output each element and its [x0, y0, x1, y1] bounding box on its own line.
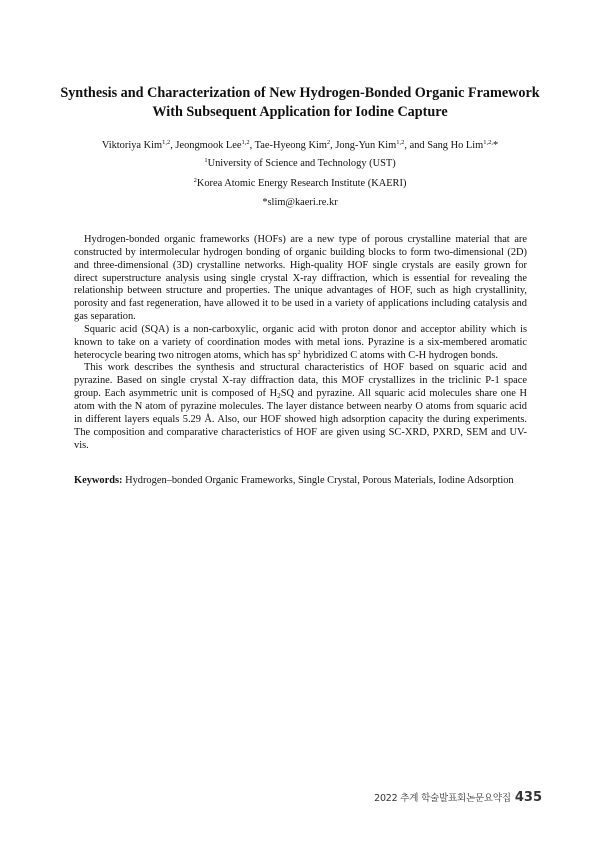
affiliation-text: University of Science and Technology (UST) — [207, 158, 396, 169]
affiliation-1 — [40, 157, 560, 170]
abstract-paragraph-1: Hydrogen-bonded organic frameworks (HOFs) are a new type of porous crystalline material that are constructed by intermolecular hydrogen bonding of organic building blocks to form two-dimensional (2D) and three-dimensional (3D) crystalline networks. High-quality HOF single crystals are easily grown for direct superstructure analysis using single crystal X-ray diffraction, which is essential for revealing the relationship between structure and properties. The unique advantages of HOF, such as high crystallinity, porosity and fast regeneration, have allowed it to be used in a variety of applications including catalysis and gas separation. — [74, 234, 527, 323]
author-affiliation-mark: 2 — [326, 139, 331, 146]
abstract-text: Squaric acid (SQA) is a non-carboxylic, organic acid with proton donor and acceptor ability which is known to take on a variety of coordination modes with metal ions. Pyrazine is a six-membered aromatic heterocycle bearing two nitrogen atoms, which has sp — [74, 323, 527, 361]
author-name: , Jeongmook Lee — [170, 140, 242, 151]
paper-title — [60, 84, 540, 122]
corresponding-author-mark: * — [492, 140, 499, 151]
abstract-text: This work describes the synthesis and structural characteristics of HOF based on squaric acid and pyrazine. Based on single crystal X-ray diffraction data, this MOF crystallizes in the triclinic P-1 space group. Each asymmetric unit is composed of H — [74, 362, 527, 400]
author-affiliation-mark: 1,2, — [483, 139, 493, 146]
keywords-list: Hydrogen–bonded Organic Frameworks, Single Crystal, Porous Materials, Iodine Adsorption — [122, 475, 514, 486]
title-line-2: With Subsequent Application for Iodine Capture — [152, 104, 448, 120]
affiliation-number: 1 — [204, 157, 208, 164]
author-list — [40, 139, 560, 152]
abstract-text: hybridized C atoms with C-H hydrogen bonds. — [300, 349, 498, 361]
affiliation-text: Korea Atomic Energy Research Institute (KAERI) — [196, 178, 407, 189]
author-name: , Jong-Yun Kim — [330, 140, 397, 151]
author-name: , Tae-Hyeong Kim — [249, 140, 327, 151]
author-name: Viktoriya Kim — [101, 140, 163, 151]
author-name: , and Sang Ho Lim — [404, 140, 484, 151]
page-number: 435 — [514, 790, 542, 805]
abstract-paragraph-2 — [74, 324, 527, 363]
author-affiliation-mark: 1,2 — [241, 139, 250, 146]
keywords — [74, 474, 534, 487]
superscript: 2 — [297, 348, 301, 356]
title-line-1: Synthesis and Characterization of New Hydrogen-Bonded Organic Framework — [60, 85, 540, 101]
page-footer — [374, 790, 542, 805]
abstract-text: SQ and pyrazine. All squaric acid molecules share one H atom with the N atom of pyrazine molecules. The layer distance between nearby O atoms from squaric acid in different layers equals 5.29 Å. Also, our HOF showed high adsorption capacity the during experiments. The composition and comparative characteristics of HOF are given using SC-XRD, PXRD, SEM and UV-vis. — [74, 388, 527, 451]
corresponding-email: *slim@kaeri.re.kr — [262, 197, 338, 208]
affiliation-2 — [40, 177, 560, 190]
author-affiliation-mark: 1,2 — [396, 139, 405, 146]
affiliation-number: 2 — [193, 177, 197, 184]
footer-proceedings-title: 2022 추계 학술발표회논문요약집 — [374, 793, 511, 804]
subscript: 2 — [277, 392, 281, 401]
abstract — [74, 234, 527, 452]
keywords-label: Keywords: — [74, 475, 123, 486]
abstract-paragraph-3 — [74, 362, 527, 452]
author-affiliation-mark: 1,2 — [162, 139, 171, 146]
